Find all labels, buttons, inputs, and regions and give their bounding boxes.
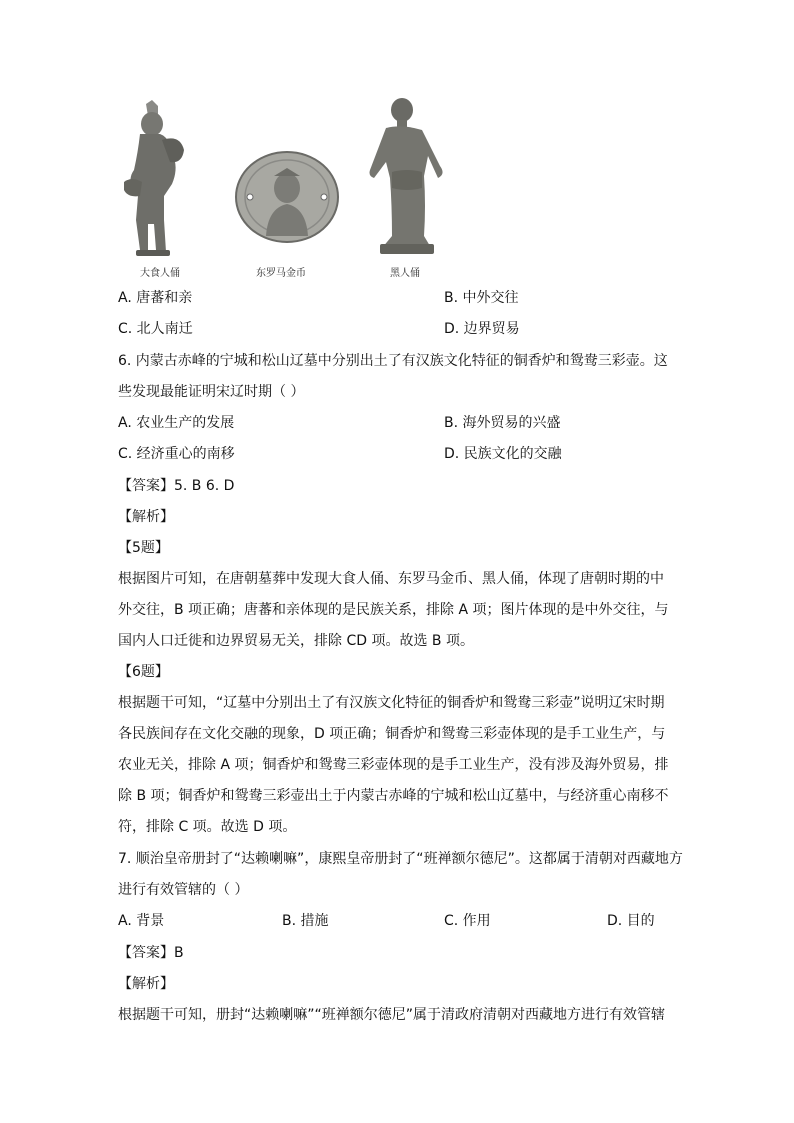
caption-dashi: 大食人俑 [140,268,180,279]
q6-analysis-line: 各民族间存在文化交融的现象，D 项正确；铜香炉和鸳鸯三彩壶体现的是手工业生产，与 [118,726,666,742]
q7-option-c: C. 作用 [444,913,491,929]
q6-option-a: A. 农业生产的发展 [118,415,235,431]
q6-stem-line1: 6. 内蒙古赤峰的宁城和松山辽墓中分别出土了有汉族文化特征的铜香炉和鸳鸯三彩壶。这 [118,353,668,369]
q5-analysis-line: 根据图片可知，在唐朝墓葬中发现大食人俑、东罗马金币、黑人俑，体现了唐朝时期的中 [118,571,664,587]
dashi-figurine-image [118,100,190,258]
roman-coin-image [234,150,340,244]
q6-stem-line2: 些发现最能证明宋辽时期（ ） [118,384,305,400]
q5-option-d: D. 边界贸易 [444,321,520,337]
caption-black: 黑人俑 [390,268,420,279]
q7-option-d: D. 目的 [607,913,655,929]
q7-stem-line2: 进行有效管辖的（ ） [118,882,249,898]
answer-7: 【答案】B [118,945,184,961]
q6-option-d: D. 民族文化的交融 [444,446,562,462]
q7-stem-line1: 7. 顺治皇帝册封了“达赖喇嘛”，康熙皇帝册封了“班禅额尔德尼”。这都属于清朝对西藏地方 [118,851,683,867]
answer-5-6: 【答案】5. B 6. D [118,478,235,494]
black-figurine-image [362,96,458,260]
q5-option-c: C. 北人南迁 [118,321,193,337]
q6-analysis-line: 符，排除 C 项。故选 D 项。 [118,819,297,835]
q5-option-a: A. 唐蕃和亲 [118,290,193,306]
q7-option-b: B. 措施 [282,913,329,929]
question-6-tag: 【6题】 [118,664,169,680]
q7-analysis-line: 根据题干可知，册封“达赖喇嘛”“班禅额尔德尼”属于清政府清朝对西藏地方进行有效管辖 [118,1007,666,1023]
q6-option-b: B. 海外贸易的兴盛 [444,415,561,431]
artifact-figures [118,96,458,282]
q5-option-b: B. 中外交往 [444,290,519,306]
question-5-tag: 【5题】 [118,540,169,556]
analysis-heading-2: 【解析】 [118,976,174,992]
q7-option-a: A. 背景 [118,913,165,929]
q5-analysis-line: 国内人口迁徙和边界贸易无关，排除 CD 项。故选 B 项。 [118,633,474,649]
caption-coin: 东罗马金币 [256,268,306,279]
q5-analysis-line: 外交往，B 项正确；唐蕃和亲体现的是民族关系，排除 A 项；图片体现的是中外交往，与 [118,602,669,618]
q6-option-c: C. 经济重心的南移 [118,446,235,462]
q6-analysis-line: 除 B 项；铜香炉和鸳鸯三彩壶出土于内蒙古赤峰的宁城和松山辽墓中，与经济重心南移不 [118,788,669,804]
q6-analysis-line: 农业无关，排除 A 项；铜香炉和鸳鸯三彩壶体现的是手工业生产，没有涉及海外贸易，排 [118,757,669,773]
q6-analysis-line: 根据题干可知，“辽墓中分别出土了有汉族文化特征的铜香炉和鸳鸯三彩壶”说明辽宋时期 [118,695,665,711]
analysis-heading-1: 【解析】 [118,509,174,525]
